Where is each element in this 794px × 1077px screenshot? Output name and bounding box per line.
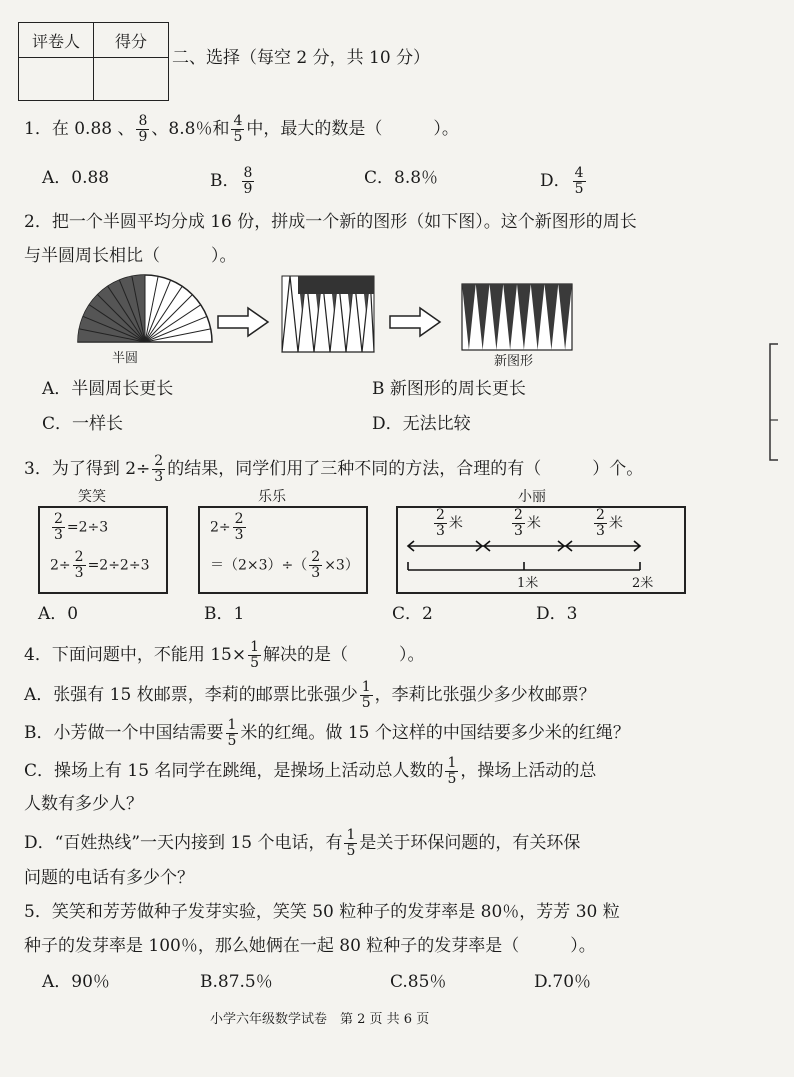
q5-option-b: B.87.5％: [200, 972, 273, 992]
q1-option-b: B． $\frac{8}{9}$: [210, 165, 253, 197]
q4-option-d-line2: 问题的电话有多少个？: [24, 868, 194, 888]
tick-label-1m: 1米: [517, 576, 539, 591]
q1-option-d: D． $\frac{4}{5}$: [540, 165, 584, 197]
score-table: [18, 22, 169, 101]
q3-option-b: B．1: [204, 604, 245, 624]
q4-option-d: D．“百姓热线”一天内接到 15 个电话，有 $\frac{1}{5}$ 是关于环保问题的，有关环保: [24, 827, 581, 859]
page-footer: 小学六年级数学试卷 第 2 页 共 6 页: [210, 1012, 430, 1027]
q4-option-b: B．小芳做一个中国结需要 $\frac{1}{5}$ 米的红绳。做 15 个这样的中国结要多少米的红绳？: [24, 717, 630, 749]
grader-cell: [19, 58, 94, 101]
q1-option-a: A．0.88: [42, 168, 110, 188]
fraction: $\frac{8}{9}$: [138, 113, 148, 145]
q5-option-c: C.85％: [390, 972, 447, 992]
xiaoxiao-line2: 2÷ $\frac{2}{3}$ =2÷2÷3: [50, 549, 150, 581]
question-5-line2: 种子的发芽率是 100％，那么她俩在一起 80 粒种子的发芽率是（ ）。: [24, 936, 596, 956]
q3-option-a: A．0: [38, 604, 79, 624]
question-4: 4．下面问题中，不能用 15× $\frac{1}{5}$ 解决的是（ ）。: [24, 639, 425, 671]
fraction: $\frac{4}{5}$: [233, 113, 243, 145]
question-2-line1: 2．把一个半圆平均分成 16 份，拼成一个新的图形（如下图）。这个新图形的周长: [24, 212, 637, 232]
q4-option-a: A．张强有 15 枚邮票，李莉的邮票比张强少 $\frac{1}{5}$ ，李莉比张强少多少枚邮票？: [24, 679, 596, 711]
lele-line2: ＝（2×3）÷（ $\frac{2}{3}$ ×3）: [210, 549, 359, 581]
question-5-line1: 5．笑笑和芳芳做种子发芽实验，笑笑 50 粒种子的发芽率是 80％，芳芳 30 粒: [24, 902, 620, 922]
tick-label-2m: 2米: [632, 576, 654, 591]
q3-option-c: C．2: [392, 604, 433, 624]
score-header: 得分: [94, 23, 169, 58]
name-xiaoli: 小丽: [518, 489, 546, 505]
q1-option-c: C．8.8％: [364, 168, 439, 188]
lele-line1: 2÷ $\frac{2}{3}$: [210, 511, 244, 543]
semicircle-diagram: [78, 275, 212, 342]
new-shape-diagram: [462, 284, 572, 350]
xiaoxiao-line1: $\frac{2}{3}$ =2÷3: [54, 511, 109, 543]
binding-margin-mark: [764, 340, 784, 470]
question-1: 1．在 0.88 、 $\frac{8}{9}$ 、8.8％和 $\frac{4}{5}$ 中，最大的数是（ ）。: [24, 113, 459, 145]
q2-option-a: A．半圆周长更长: [42, 379, 174, 399]
q5-option-a: A．90％: [42, 972, 110, 992]
arrow-icon: [218, 308, 268, 336]
name-xiaoxiao: 笑笑: [78, 489, 106, 505]
segment-label: $\frac{2}{3}$ 米: [596, 507, 623, 539]
semicircle-label: 半圆: [112, 351, 139, 366]
rearranged-sectors: [282, 276, 374, 352]
q2-option-d: D．无法比较: [372, 414, 471, 434]
question-3: 3．为了得到 2÷ $\frac{2}{3}$ 的结果，同学们用了三种不同的方法，合理的有（ ）个。: [24, 453, 644, 485]
q4-option-c-line2: 人数有多少人？: [24, 794, 143, 814]
segment-label: $\frac{2}{3}$ 米: [436, 507, 463, 539]
score-cell: [94, 58, 169, 101]
q3-option-d: D．3: [536, 604, 578, 624]
new-shape-label: 新图形: [494, 354, 534, 369]
arrow-icon: [390, 308, 440, 336]
q4-option-c: C．操场上有 15 名同学在跳绳，是操场上活动总人数的 $\frac{1}{5}$ ，操场上活动的总: [24, 755, 597, 787]
name-lele: 乐乐: [258, 489, 286, 505]
segment-label: $\frac{2}{3}$ 米: [514, 507, 541, 539]
q2-option-b: B 新图形的周长更长: [372, 379, 526, 399]
section-title: 二、选择（每空 2 分，共 10 分）: [172, 48, 431, 68]
grader-header: 评卷人: [19, 23, 94, 58]
q2-option-c: C．一样长: [42, 414, 124, 434]
question-2-line2: 与半圆周长相比（ ）。: [24, 246, 237, 266]
q5-option-d: D.70％: [534, 972, 592, 992]
